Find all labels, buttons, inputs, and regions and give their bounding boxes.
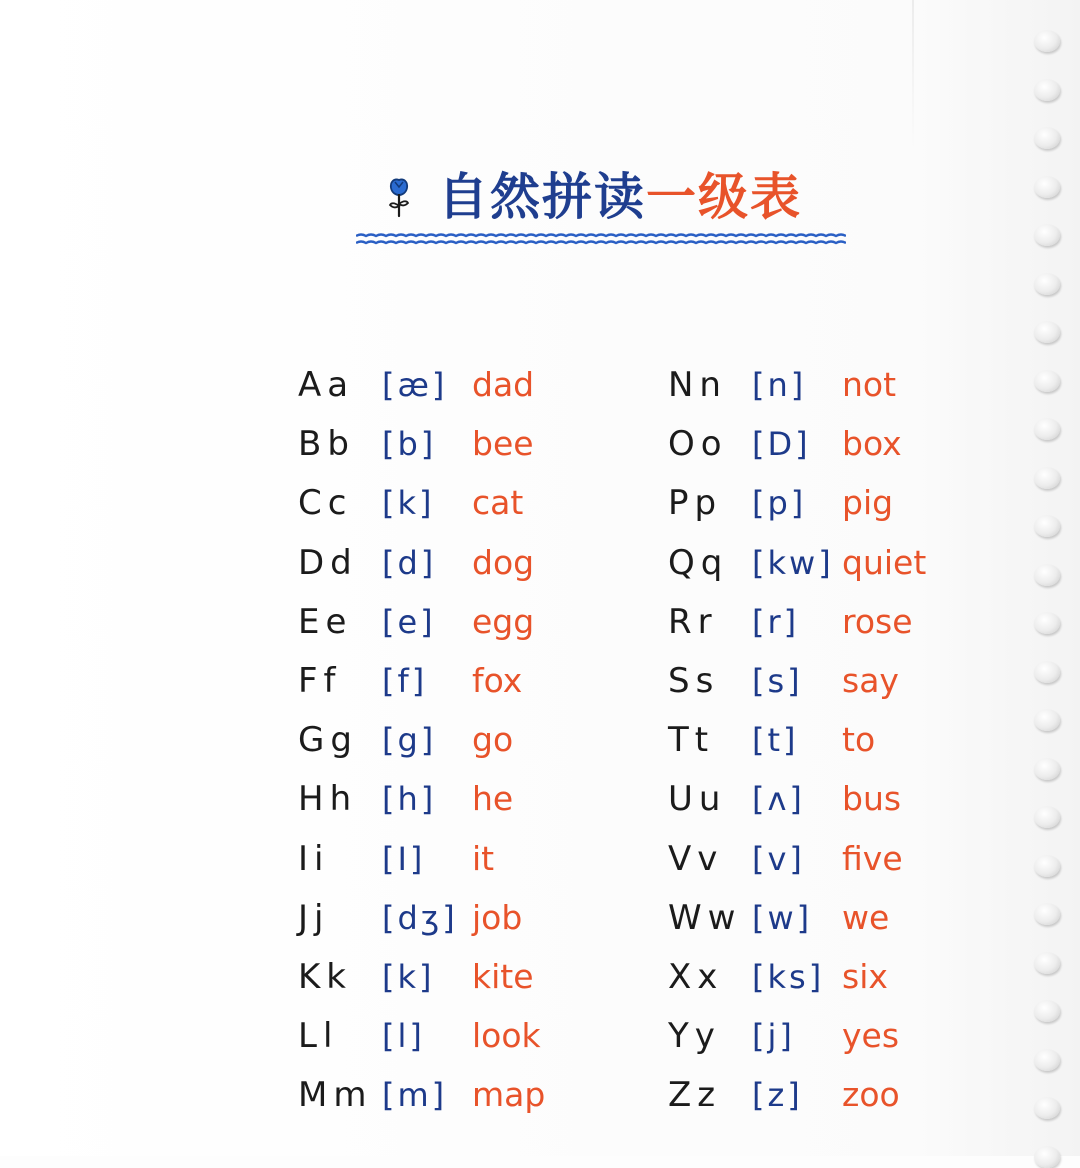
example-word: it	[472, 838, 495, 878]
phonetic-symbol: [f]	[382, 661, 428, 700]
alphabet-row	[668, 834, 948, 893]
spiral-ring	[1034, 467, 1060, 489]
spiral-ring	[1034, 224, 1060, 246]
phonetic-symbol: [p]	[752, 484, 807, 523]
flower-icon	[386, 176, 412, 218]
alphabet-row	[298, 478, 578, 537]
alphabet-row	[668, 893, 948, 952]
phonetic-symbol: [kw]	[752, 543, 834, 582]
spiral-ring	[1034, 661, 1060, 683]
example-word: egg	[472, 601, 535, 641]
phonetic-symbol: [m]	[382, 1076, 448, 1115]
letter: Xx	[668, 956, 724, 997]
alphabet-row	[298, 834, 578, 893]
phonetic-symbol: [z]	[752, 1076, 803, 1115]
letter: Mm	[298, 1075, 373, 1116]
letter: Ll	[298, 1016, 339, 1057]
phonetic-symbol: [D]	[752, 425, 811, 464]
alphabet-row	[298, 715, 578, 774]
spiral-ring	[1034, 806, 1060, 828]
alphabet-column-left	[298, 360, 578, 1129]
spiral-ring	[1034, 127, 1060, 149]
spiral-ring	[1034, 1000, 1060, 1022]
alphabet-row	[298, 952, 578, 1011]
spiral-ring	[1034, 1049, 1060, 1071]
alphabet-row	[668, 360, 948, 419]
letter: Ii	[298, 838, 330, 879]
phonetic-symbol: [I]	[382, 839, 426, 878]
spiral-ring	[1034, 855, 1060, 877]
example-word: look	[472, 1016, 541, 1056]
spiral-ring	[1034, 370, 1060, 392]
example-word: map	[472, 1075, 546, 1115]
letter: Jj	[298, 897, 330, 938]
letter: Oo	[668, 424, 728, 465]
example-word: go	[472, 720, 514, 760]
letter: Aa	[298, 365, 355, 405]
alphabet-row	[298, 360, 578, 419]
letter: Ee	[298, 601, 353, 642]
phonetic-symbol: [w]	[752, 898, 813, 937]
alphabet-row	[298, 1011, 578, 1070]
spiral-binding	[1034, 30, 1068, 1156]
example-word: yes	[842, 1016, 900, 1056]
letter: Gg	[298, 720, 358, 761]
letter: Hh	[298, 779, 358, 820]
alphabet-row	[668, 1011, 948, 1070]
example-word: job	[472, 897, 523, 937]
letter: Ss	[668, 660, 720, 701]
wave-underline	[356, 230, 846, 248]
title-main: 自然拼读	[438, 168, 646, 226]
page-title	[438, 164, 802, 230]
letter: Ww	[668, 897, 742, 938]
letter: Yy	[668, 1016, 721, 1057]
alphabet-row	[668, 1070, 948, 1129]
phonetic-symbol: [b]	[382, 425, 437, 464]
spiral-ring	[1034, 903, 1060, 925]
letter: Vv	[668, 838, 724, 879]
spiral-ring	[1034, 321, 1060, 343]
spiral-ring	[1034, 418, 1060, 440]
spiral-ring	[1034, 758, 1060, 780]
letter: Uu	[668, 779, 727, 820]
example-word: box	[842, 424, 902, 464]
example-word: kite	[472, 956, 534, 996]
alphabet-row	[298, 419, 578, 478]
example-word: rose	[842, 601, 913, 641]
alphabet-row	[668, 597, 948, 656]
example-word: cat	[472, 483, 524, 523]
title-accent: 一级表	[646, 168, 802, 226]
letter: Qq	[668, 542, 729, 583]
letter: Bb	[298, 424, 355, 465]
spiral-ring	[1034, 515, 1060, 537]
alphabet-row	[668, 656, 948, 715]
phonetic-symbol: [r]	[752, 602, 800, 641]
example-word: we	[842, 897, 890, 937]
example-word: he	[472, 779, 514, 819]
example-word: not	[842, 365, 897, 404]
letter: Zz	[668, 1075, 722, 1116]
spiral-ring	[1034, 612, 1060, 634]
spiral-ring	[1034, 1097, 1060, 1119]
spiral-ring	[1034, 1146, 1060, 1168]
phonetic-symbol: [ʌ]	[752, 780, 805, 819]
phonetic-symbol: [v]	[752, 839, 805, 878]
example-word: say	[842, 660, 899, 700]
phonetic-symbol: [l]	[382, 1017, 425, 1056]
phonetic-symbol: [æ]	[382, 366, 448, 404]
letter: Pp	[668, 483, 723, 524]
phonetic-symbol: [t]	[752, 721, 799, 760]
spiral-ring	[1034, 30, 1060, 52]
spiral-ring	[1034, 273, 1060, 295]
letter: Ff	[298, 660, 342, 701]
phonetic-symbol: [h]	[382, 780, 437, 819]
phonetic-symbol: [dʒ]	[382, 898, 458, 937]
alphabet-row	[668, 952, 948, 1011]
alphabet-row	[298, 893, 578, 952]
spiral-ring	[1034, 564, 1060, 586]
alphabet-row	[298, 538, 578, 597]
alphabet-row	[298, 1070, 578, 1129]
alphabet-row	[298, 597, 578, 656]
example-word: bee	[472, 424, 534, 464]
example-word: dad	[472, 365, 535, 404]
alphabet-row	[668, 478, 948, 537]
phonetic-symbol: [k]	[382, 957, 435, 996]
spiral-ring	[1034, 709, 1060, 731]
alphabet-row	[668, 715, 948, 774]
example-word: fox	[472, 660, 523, 700]
example-word: six	[842, 956, 888, 996]
letter: Tt	[668, 720, 715, 761]
example-word: quiet	[842, 542, 927, 582]
spiral-ring	[1034, 952, 1060, 974]
phonetic-symbol: [n]	[752, 366, 807, 404]
example-word: pig	[842, 483, 894, 523]
letter: Cc	[298, 483, 353, 524]
alphabet-row	[668, 774, 948, 833]
phonetic-symbol: [g]	[382, 721, 437, 760]
phonetic-symbol: [s]	[752, 661, 803, 700]
alphabet-row	[668, 419, 948, 478]
letter: Nn	[668, 365, 727, 405]
alphabet-row	[298, 656, 578, 715]
phonetic-symbol: [ks]	[752, 957, 825, 996]
letter: Dd	[298, 542, 358, 583]
title-block	[356, 160, 846, 255]
example-word: bus	[842, 779, 902, 819]
alphabet-row	[668, 538, 948, 597]
phonetic-symbol: [e]	[382, 602, 436, 641]
phonetic-symbol: [d]	[382, 543, 437, 582]
alphabet-column-right	[668, 360, 948, 1129]
page-fold-line	[912, 0, 914, 150]
example-word: to	[842, 720, 876, 760]
phonetic-symbol: [k]	[382, 484, 435, 523]
example-word: zoo	[842, 1075, 900, 1115]
spiral-ring	[1034, 176, 1060, 198]
example-word: dog	[472, 542, 535, 582]
phonetic-symbol: [j]	[752, 1017, 795, 1056]
letter: Rr	[668, 601, 718, 642]
example-word: five	[842, 838, 903, 878]
alphabet-row	[298, 774, 578, 833]
spiral-ring	[1034, 79, 1060, 101]
letter: Kk	[298, 956, 352, 997]
